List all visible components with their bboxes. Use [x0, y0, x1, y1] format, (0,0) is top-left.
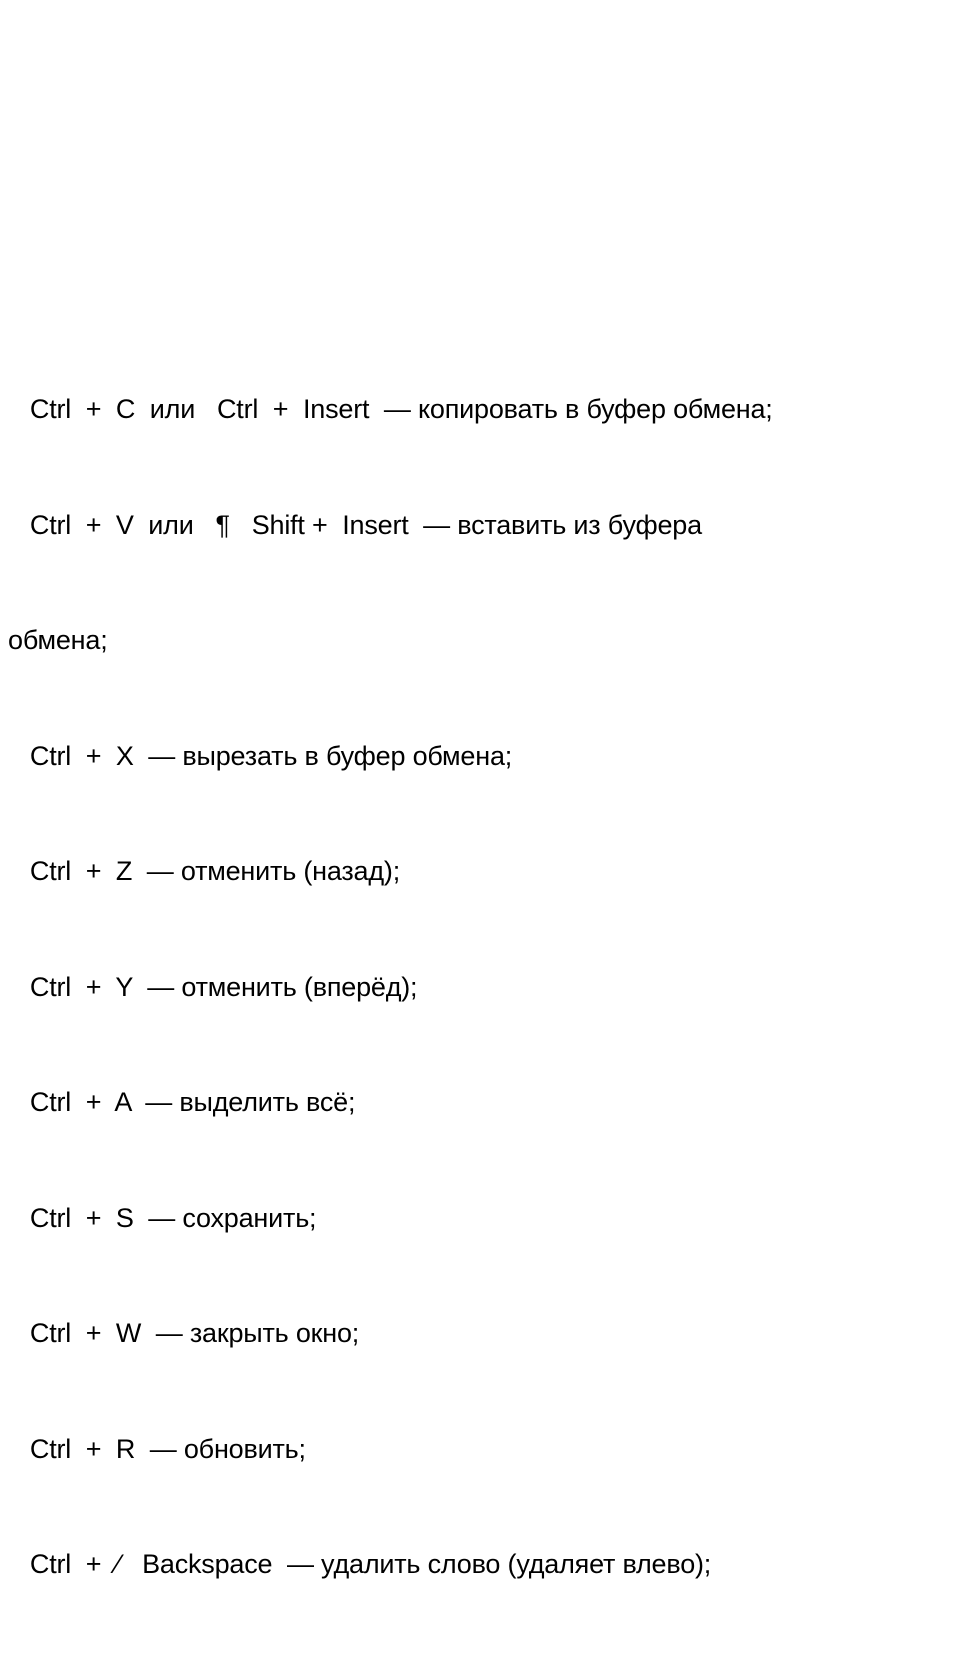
shortcut-list: [8, 313, 953, 1661]
shortcut-line-redo: Ctrl + Y — отменить (вперёд);: [8, 971, 418, 1002]
shortcut-line-paste-continued: обмена;: [8, 625, 108, 655]
shortcut-line-save: Ctrl + S — сохранить;: [8, 1202, 317, 1233]
shortcut-line-paste: Ctrl + V или ¶ Shift + Insert — вставить из буфера: [8, 509, 702, 540]
shortcut-line-delete-word: Ctrl + ⁄ Backspace — удалить слово (удаляет влево);: [8, 1549, 712, 1579]
shortcut-line-close-window: Ctrl + W — закрыть окно;: [8, 1318, 360, 1348]
shortcut-line-undo: Ctrl + Z — отменить (назад);: [8, 856, 401, 886]
shortcut-line-cut: Ctrl + X — вырезать в буфер обмена;: [8, 740, 513, 771]
shortcut-line-copy: Ctrl + C или Ctrl + Insert — копировать в буфер обмена;: [8, 394, 773, 424]
shortcut-line-refresh: Ctrl + R — обновить;: [8, 1433, 306, 1464]
shortcut-line-select-all: Ctrl + A — выделить всё;: [8, 1087, 356, 1117]
